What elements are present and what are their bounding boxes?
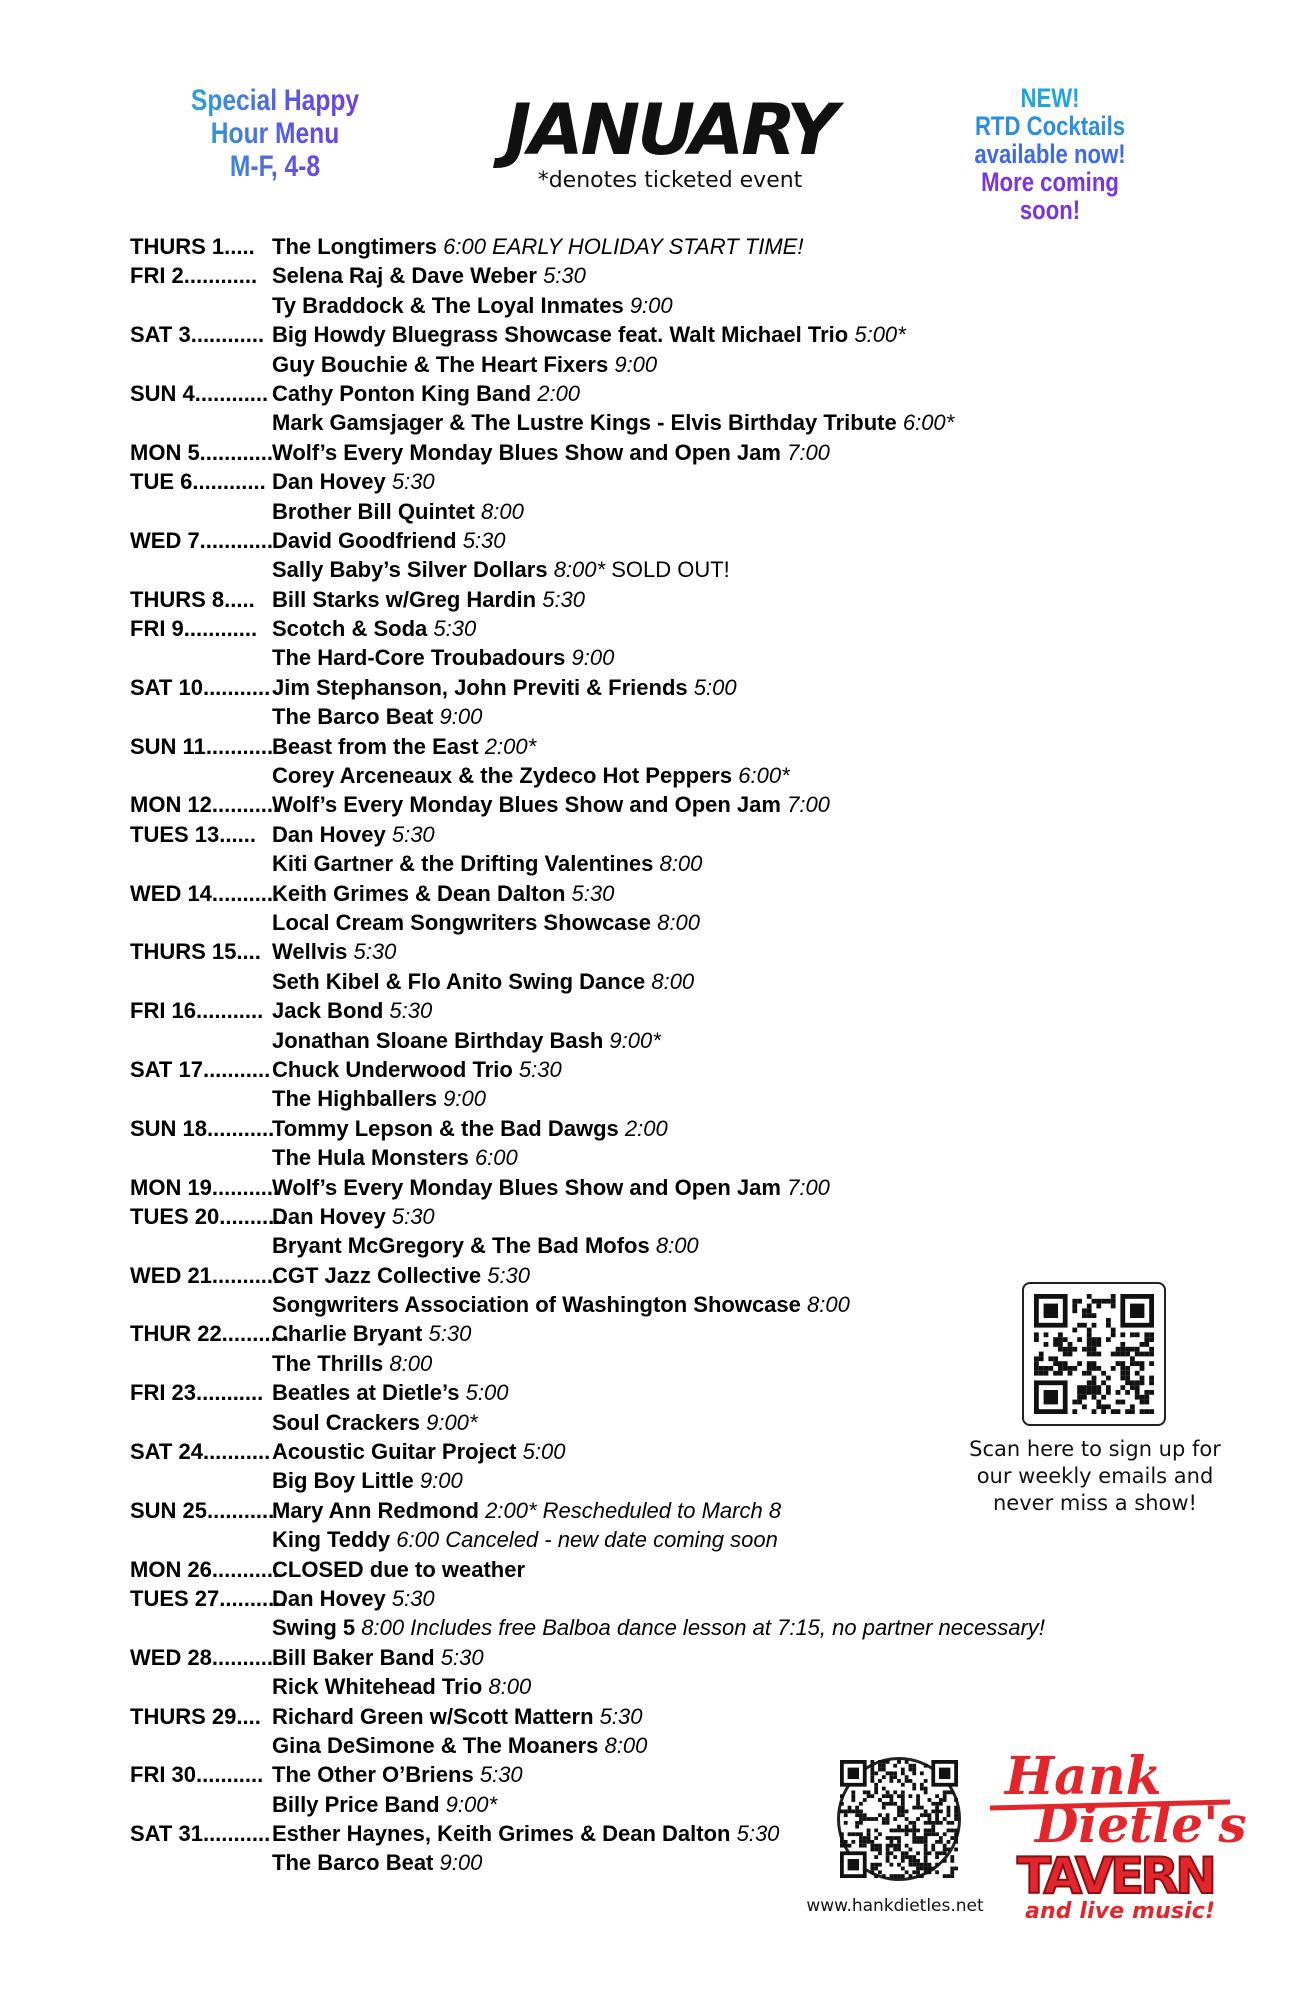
event-day: SAT 24........... [130,1439,271,1465]
event-name: Rick Whitehead Trio [272,1674,483,1700]
event-name: Wolf’s Every Monday Blues Show and Open Jam [272,792,781,818]
happy-hour-line-3: M-F, 4-8 [229,150,321,183]
event-time: 5:00* [854,322,906,348]
event-name: Wellvis [272,939,348,965]
event-entry [272,438,830,467]
event-entry [272,732,536,761]
event-name: Charlie Bryant [272,1321,423,1347]
event-entry [272,790,830,819]
event-name: Beatles at Dietle’s [272,1380,460,1406]
event-time: 7:00 [787,1174,830,1200]
event-time: 8:00 [657,909,700,935]
event-name: The Barco Beat [272,1850,434,1876]
event-time: 8:00 [651,968,695,994]
event-name: Big Boy Little [272,1468,414,1494]
event-name: Gina DeSimone & The Moaners [272,1732,599,1758]
signup-line-3: never miss a show! [993,1491,1197,1515]
event-name: Swing 5 [272,1615,356,1641]
event-note: SOLD OUT! [605,557,730,583]
event-time: 9:00 [629,292,673,318]
event-name: David Goodfriend [272,527,457,553]
event-entry [272,849,702,878]
event-day: TUE 6............ [130,469,266,495]
event-entry [272,1202,435,1231]
event-name: Cathy Ponton King Band [272,380,532,406]
event-entry [272,1378,508,1407]
rtd-line-4: More coming soon! [981,167,1119,225]
event-time: 9:00* [609,1027,661,1053]
event-entry [272,1848,482,1877]
event-time: 5:30 [353,939,397,965]
event-day: WED 21........... [130,1262,280,1288]
event-time: 9:00 [571,645,615,671]
event-name: Kiti Gartner & the Drifting Valentines [272,851,654,877]
event-entry [272,1084,486,1113]
event-day: TUES 27........... [130,1585,287,1611]
website-link[interactable]: www.hankdietles.net [806,1896,984,1916]
event-time: 9:00 [443,1086,486,1112]
event-day: MON 19........... [130,1174,280,1200]
signup-line-2: our weekly emails and [976,1464,1214,1488]
event-name: Beast from the East [272,733,479,759]
event-entry [272,497,524,526]
event-day: FRI 23........... [130,1380,264,1406]
event-name: Seth Kibel & Flo Anito Swing Dance [272,968,646,994]
event-day: SUN 25........... [130,1497,275,1523]
event-name: The Barco Beat [272,704,434,730]
event-time: 8:00 [807,1292,850,1318]
event-entry [272,1790,497,1819]
event-name: CLOSED due to weather [272,1556,526,1582]
event-time: 5:30 [736,1821,780,1847]
event-entry [272,820,435,849]
event-name: Ty Braddock & The Loyal Inmates [272,292,624,318]
event-time: 5:30 [462,527,506,553]
event-time: 8:00 [389,1350,433,1376]
event-day: FRI 9............ [130,616,258,642]
event-time: 6:00* [902,410,955,436]
event-time: 5:00 [522,1439,566,1465]
event-time: 5:30 [391,1585,435,1611]
event-time: 5:30 [599,1703,643,1729]
event-entry [272,291,673,320]
event-entry [272,1702,642,1731]
event-name: Dan Hovey [272,469,386,495]
event-day: FRI 16........... [130,998,264,1024]
event-time: 9:00* [445,1791,498,1817]
event-time: 9:00 [439,704,483,730]
event-name: King Teddy [272,1527,391,1553]
event-time: 5:30 [543,263,586,289]
event-time: 6:00 [474,1145,518,1171]
event-name: Dan Hovey [272,1585,386,1611]
event-entry [272,1584,435,1613]
event-time: 2:00* [484,733,537,759]
event-day: SUN 18........... [130,1115,275,1141]
event-entry [272,967,694,996]
event-time: 5:30 [428,1321,472,1347]
event-day: THURS 8..... [130,586,255,612]
rtd-line-1: NEW! [1020,83,1080,113]
event-entry [272,1613,1045,1642]
event-entry [272,408,954,437]
event-time: 5:30 [487,1262,531,1288]
event-day: WED 14........... [130,880,280,906]
hank-dietles-logo [985,1746,1247,1926]
event-entry [272,1760,523,1789]
website-qr-code[interactable] [837,1757,961,1881]
event-day: SAT 3............ [130,322,265,348]
event-entry [272,1555,525,1584]
event-name: Scotch & Soda [272,616,428,642]
event-time: 9:00 [439,1850,483,1876]
event-name: The Longtimers [272,234,438,259]
event-name: Tommy Lepson & the Bad Dawgs [272,1115,619,1141]
signup-text [955,1436,1235,1517]
event-name: Esther Haynes, Keith Grimes & Dean Dalton [272,1821,731,1847]
event-name: The Hula Monsters [272,1145,469,1171]
event-entry [272,1525,778,1554]
event-entry [272,761,790,790]
event-name: Guy Bouchie & The Heart Fixers [272,351,609,377]
event-name: Bill Starks w/Greg Hardin [272,586,537,612]
happy-hour-promo [173,84,378,183]
event-entry [272,1319,471,1348]
signup-qr-code[interactable] [1022,1282,1166,1426]
event-day: FRI 30........... [130,1762,264,1788]
event-time: 5:30 [440,1644,484,1670]
event-name: The Thrills [272,1350,384,1376]
logo-text-hank: Hank [1005,1746,1162,1807]
event-time: 7:00 [787,792,830,818]
event-time: 5:30 [479,1762,523,1788]
event-day: THURS 15.... [130,939,261,965]
event-name: Dan Hovey [272,1203,386,1229]
event-time: 8:00* [553,557,606,583]
event-entry [272,1643,484,1672]
event-name: Chuck Underwood Trio [272,1056,513,1082]
event-entry [272,1114,668,1143]
event-time: 2:00 [537,380,581,406]
event-time: 5:30 [391,469,435,495]
event-entry [272,467,435,496]
event-name: Keith Grimes & Dean Dalton [272,880,566,906]
qr-code-icon [1034,1294,1154,1414]
event-time: 8:00 [604,1732,648,1758]
event-name: Corey Arceneaux & the Zydeco Hot Peppers [272,763,733,789]
event-entry [272,614,476,643]
event-entry [272,1349,432,1378]
event-time: 6:00 EARLY HOLIDAY START TIME! [443,234,804,259]
event-entry [272,261,586,290]
event-name: Mary Ann Redmond [272,1497,479,1523]
event-time: 5:00 [693,674,737,700]
event-name: Billy Price Band [272,1791,440,1817]
event-day: THURS 29.... [130,1703,261,1729]
event-name: Brother Bill Quintet [272,498,475,524]
event-entry [272,996,432,1025]
event-entry [272,1026,661,1055]
rtd-cocktails-promo [952,84,1149,224]
event-day: THURS 1..... [130,234,255,259]
event-name: The Hard-Core Troubadours [272,645,566,671]
event-time: 8:00 [481,498,524,524]
event-entry [272,1437,565,1466]
event-time: 2:00 [624,1115,668,1141]
event-entry [272,1819,779,1848]
event-entry [272,1672,531,1701]
event-time: 5:30 [433,616,477,642]
event-name: Soul Crackers [272,1409,420,1435]
event-day: TUES 20........... [130,1203,287,1229]
signup-line-1: Scan here to sign up for [969,1437,1221,1461]
event-name: The Highballers [272,1086,438,1112]
event-entry [272,1231,699,1260]
event-time: 5:30 [542,586,586,612]
event-name: Local Cream Songwriters Showcase [272,909,652,935]
event-time: 5:30 [391,821,435,847]
event-time: 6:00 Canceled - new date coming soon [396,1527,778,1553]
event-day: THUR 22........... [130,1321,289,1347]
event-name: Bill Baker Band [272,1644,435,1670]
event-time: 5:30 [389,998,433,1024]
event-entry [272,585,585,614]
event-name: Jack Bond [272,998,384,1024]
event-name: Jim Stephanson, John Previti & Friends [272,674,688,700]
event-time: 8:00 [488,1674,532,1700]
event-day: WED 7............ [130,527,274,553]
event-entry [272,379,580,408]
event-day: SAT 10........... [130,674,271,700]
happy-hour-line-2: Hour Menu [210,117,340,150]
logo-text-tavern: TAVERN [1017,1847,1217,1905]
event-name: Wolf’s Every Monday Blues Show and Open Jam [272,1174,781,1200]
event-entry [272,1731,647,1760]
event-entry [272,879,614,908]
event-name: Acoustic Guitar Project [272,1439,517,1465]
event-entry [272,908,700,937]
event-day: SAT 31........... [130,1821,271,1847]
event-entry [272,555,730,584]
logo-text-dietles: Dietle's [1035,1795,1247,1854]
qr-code-icon [840,1760,958,1878]
event-entry [272,1055,562,1084]
event-name: Bryant McGregory & The Bad Mofos [272,1233,650,1259]
event-time: 9:00 [614,351,658,377]
happy-hour-line-1: Special Happy [190,84,360,117]
rtd-line-3: available now! [974,139,1126,169]
rtd-line-2: RTD Cocktails [974,111,1126,141]
event-name: The Other O’Briens [272,1762,474,1788]
event-entry [272,350,657,379]
event-day: TUES 13...... [130,821,256,847]
event-name: Richard Green w/Scott Mattern [272,1703,594,1729]
event-time: 7:00 [787,439,830,465]
page-title: JANUARY [504,89,836,171]
event-name: Jonathan Sloane Birthday Bash [272,1027,604,1053]
event-name: Sally Baby’s Silver Dollars [272,557,548,583]
event-time: 9:00* [426,1409,478,1435]
event-time: 8:00 [655,1233,699,1259]
event-name: Selena Raj & Dave Weber [272,263,537,289]
event-entry [272,1496,781,1525]
event-day: WED 28........... [130,1644,280,1670]
event-time: 8:00 [659,851,703,877]
event-entry [272,643,614,672]
event-day: MON 5............ [130,439,274,465]
event-name: CGT Jazz Collective [272,1262,482,1288]
event-time: 2:00* Rescheduled to March 8 [485,1497,782,1523]
event-entry [272,673,737,702]
event-entry [272,1173,830,1202]
event-time: 6:00* [738,763,790,789]
event-entry [272,937,396,966]
event-day: SUN 4............ [130,380,269,406]
event-day: MON 26........... [130,1556,280,1582]
event-name: Dan Hovey [272,821,386,847]
event-entry [272,526,506,555]
event-day: MON 12........... [130,792,280,818]
event-entry [272,1290,850,1319]
event-entry [272,1408,477,1437]
event-entry [272,232,803,261]
event-day: FRI 2............ [130,263,258,289]
event-name: Mark Gamsjager & The Lustre Kings - Elvis Birthday Tribute [272,410,897,436]
event-entry [272,1143,518,1172]
event-entry [272,1466,463,1495]
event-day: SUN 11........... [130,733,274,759]
event-time: 9:00 [419,1468,463,1494]
event-entry [272,702,482,731]
event-time: 8:00 Includes free Balboa dance lesson at 7:15, no partner necessary! [361,1615,1045,1641]
event-day: SAT 17........... [130,1056,271,1082]
event-entry [272,320,906,349]
event-name: Big Howdy Bluegrass Showcase feat. Walt Michael Trio [272,322,849,348]
logo-text-tagline: and live music! [1025,1899,1215,1924]
event-time: 5:30 [391,1203,435,1229]
event-entry [272,1261,530,1290]
event-time: 5:30 [518,1056,562,1082]
event-time: 5:30 [571,880,615,906]
event-name: Wolf’s Every Monday Blues Show and Open Jam [272,439,781,465]
event-time: 5:00 [465,1380,509,1406]
ticketed-note: *denotes ticketed event [537,168,803,193]
event-name: Songwriters Association of Washington Showcase [272,1292,801,1318]
